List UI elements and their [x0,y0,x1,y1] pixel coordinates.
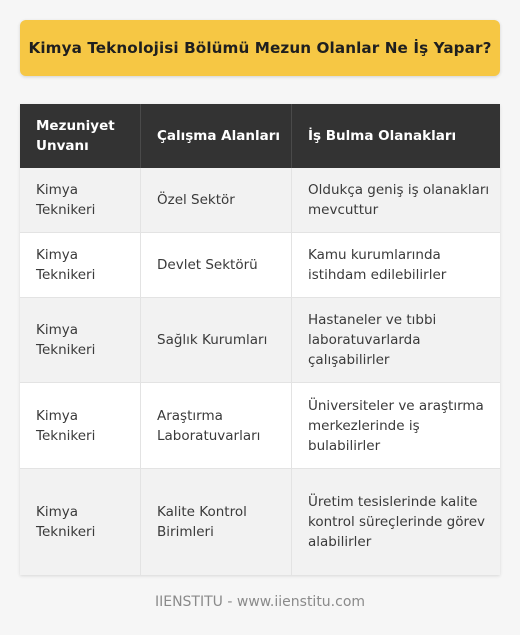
title-banner [20,20,500,76]
table-cell: Kimya Teknikeri [20,383,141,468]
table-cell: Hastaneler ve tıbbi laboratuvarlarda çalışabilirler [308,312,437,368]
table-cell: Kalite Kontrol Birimleri [141,469,292,575]
table-cell: Kamu kurumlarında istihdam edilebilirler [308,247,447,283]
table-cell: Kimya Teknikeri [20,469,141,575]
info-table [20,104,500,575]
table-row [20,233,500,298]
table-row [20,469,500,575]
footer-credit: IIENSTITU - www.iienstitu.com [154,594,366,610]
header-cell-opportunities: İş Bulma Olanakları [308,128,457,144]
header-cell-title: Mezuniyet Unvanı [20,104,141,168]
table-row [20,298,500,383]
table-cell: Oldukça geniş iş olanakları mevcuttur [308,182,490,218]
table-cell: Kimya Teknikeri [20,168,141,232]
table-cell: Sağlık Kurumları [141,298,292,382]
table-row [20,383,500,469]
table-header-row [20,104,500,168]
page-title: Kimya Teknolojisi Bölümü Mezun Olanlar Ne İş Yapar? [28,39,492,57]
table-cell: Araştırma Laboratuvarları [141,383,292,468]
table-cell: Üretim tesislerinde kalite kontrol süreçlerinde görev alabilirler [308,494,486,550]
table-cell: Özel Sektör [141,168,292,232]
table-cell: Devlet Sektörü [141,233,292,297]
table-cell: Kimya Teknikeri [20,233,141,297]
table-cell: Kimya Teknikeri [20,298,141,382]
header-cell-fields: Çalışma Alanları [141,104,292,168]
table-cell: Üniversiteler ve araştırma merkezlerinde iş bulabilirler [308,397,484,454]
table-row [20,168,500,233]
